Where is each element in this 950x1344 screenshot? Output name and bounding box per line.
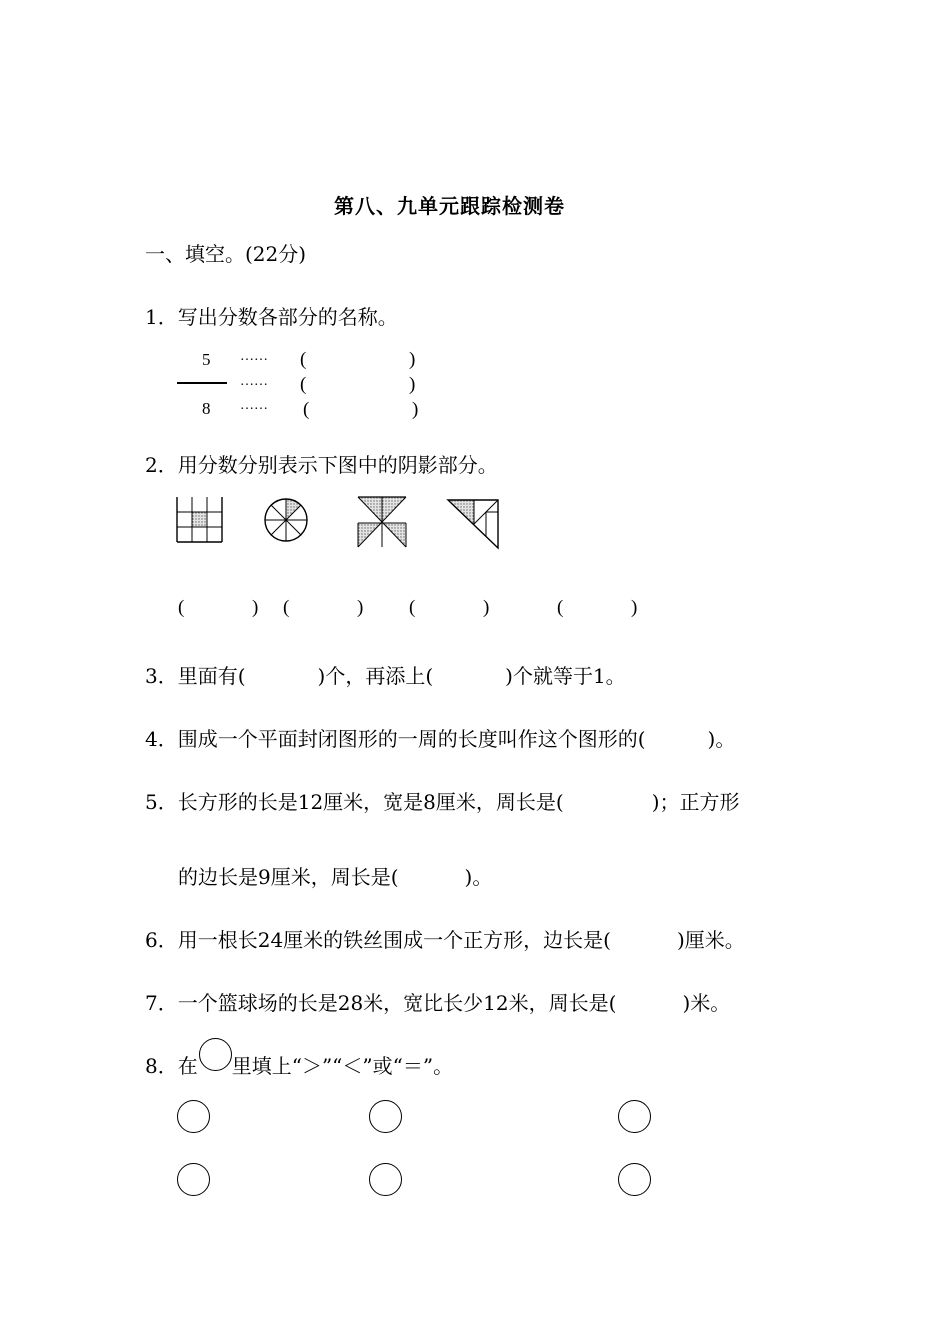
fraction-denominator: 8	[202, 399, 211, 418]
answer-open-paren: (	[300, 374, 307, 395]
q8-part1: 8．在	[145, 1054, 198, 1078]
answer-open-paren: (	[283, 597, 290, 618]
question-1: 1．写出分数各部分的名称。	[145, 305, 398, 329]
question-7	[145, 987, 730, 1016]
q5-part1: 5．长方形的长是12厘米，宽是8厘米，周长是(	[145, 790, 564, 814]
question-5	[145, 786, 740, 815]
answer-close-paren: )	[631, 597, 638, 618]
question-3	[145, 660, 626, 689]
q4-part2: )。	[707, 727, 736, 751]
q4-part1: 4．围成一个平面封闭图形的一周的长度叫作这个图形的(	[145, 727, 646, 751]
inline-comparison-circle	[199, 1038, 232, 1071]
answer-close-paren: )	[357, 597, 364, 618]
comparison-circle[interactable]	[177, 1163, 210, 1196]
q7-part1: 7．一个篮球场的长是28米，宽比长少12米，周长是(	[145, 991, 617, 1015]
q7-part2: )米。	[682, 991, 731, 1015]
answer-close-paren: )	[409, 374, 416, 395]
q5-line2-part2: )。	[464, 865, 493, 889]
question-6	[145, 924, 745, 953]
q3-part2: )个，再添上(	[317, 664, 434, 688]
answer-close-paren: )	[483, 597, 490, 618]
page-title: 第八、九单元跟踪检测卷	[334, 194, 565, 218]
pinwheel-figure	[358, 497, 408, 549]
answer-close-paren: )	[252, 597, 259, 618]
triangle-figure	[448, 500, 500, 550]
q6-part2: )厘米。	[676, 928, 745, 952]
fraction-numerator: 5	[202, 350, 211, 369]
comparison-circle[interactable]	[369, 1100, 402, 1133]
dots-bar: ……	[240, 374, 268, 389]
q5-line2-part1: 的边长是9厘米，周长是(	[178, 865, 399, 889]
question-2: 2．用分数分别表示下图中的阴影部分。	[145, 453, 498, 477]
q3-part3: )个就等于1。	[505, 664, 626, 688]
q5-part2: )；正方形	[651, 790, 740, 814]
comparison-circle[interactable]	[618, 1163, 651, 1196]
question-4	[145, 723, 735, 752]
dots-denominator: ……	[240, 398, 268, 413]
question-5-line2	[178, 861, 492, 890]
circle-figure	[263, 497, 309, 543]
comparison-circle[interactable]	[369, 1163, 402, 1196]
q8-part2: 里填上“＞”“＜”或“＝”。	[231, 1054, 454, 1078]
section-heading: 一、填空。(22分)	[145, 242, 307, 266]
comparison-circle[interactable]	[177, 1100, 210, 1133]
grid-figure	[177, 497, 223, 543]
answer-open-paren: (	[178, 597, 185, 618]
answer-open-paren: (	[409, 597, 416, 618]
answer-open-paren: (	[303, 399, 310, 420]
fraction-bar	[177, 382, 227, 384]
answer-open-paren: (	[300, 349, 307, 370]
answer-open-paren: (	[557, 597, 564, 618]
answer-close-paren: )	[412, 399, 419, 420]
answer-close-paren: )	[409, 349, 416, 370]
q3-part1: 3．里面有(	[145, 664, 246, 688]
q6-part1: 6．用一根长24厘米的铁丝围成一个正方形，边长是(	[145, 928, 611, 952]
dots-numerator: ……	[240, 349, 268, 364]
comparison-circle[interactable]	[618, 1100, 651, 1133]
question-8	[145, 1050, 453, 1079]
